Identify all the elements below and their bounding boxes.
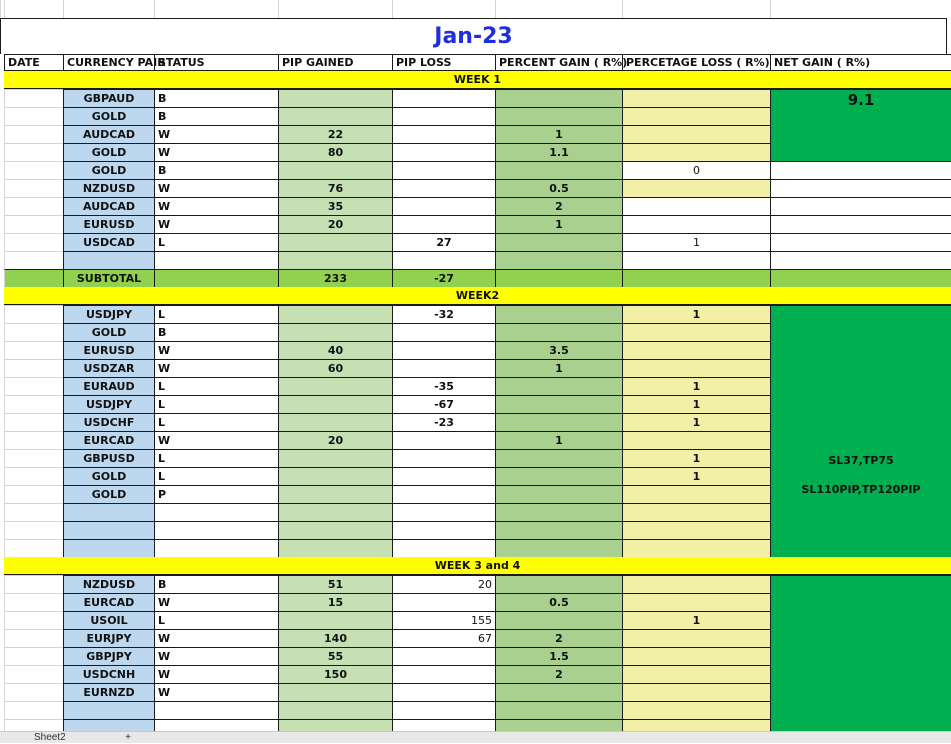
- currency-pair-cell[interactable]: EURCAD: [63, 593, 154, 611]
- column-header[interactable]: NET GAIN ( R%): [770, 54, 951, 71]
- date-cell[interactable]: [4, 611, 63, 629]
- status-cell[interactable]: L: [154, 305, 278, 323]
- pip-loss-cell[interactable]: [392, 503, 495, 521]
- date-cell[interactable]: [4, 431, 63, 449]
- pip-gained-cell[interactable]: [278, 323, 392, 341]
- status-cell[interactable]: W: [154, 215, 278, 233]
- date-cell[interactable]: [4, 485, 63, 503]
- date-cell[interactable]: [4, 359, 63, 377]
- status-cell[interactable]: W: [154, 431, 278, 449]
- pip-gained-cell[interactable]: [278, 539, 392, 557]
- currency-pair-cell[interactable]: GOLD: [63, 143, 154, 161]
- pip-loss-cell[interactable]: [392, 125, 495, 143]
- currency-pair-cell[interactable]: GOLD: [63, 107, 154, 125]
- percent-loss-cell[interactable]: [622, 107, 770, 125]
- empty-cell[interactable]: [392, 0, 495, 18]
- status-cell[interactable]: L: [154, 467, 278, 485]
- percent-gain-cell[interactable]: [495, 251, 622, 269]
- percent-gain-cell[interactable]: [495, 521, 622, 539]
- status-cell[interactable]: W: [154, 341, 278, 359]
- pip-gained-cell[interactable]: 60: [278, 359, 392, 377]
- currency-pair-cell[interactable]: USDJPY: [63, 395, 154, 413]
- currency-pair-cell[interactable]: GOLD: [63, 485, 154, 503]
- pip-gained-cell[interactable]: [278, 233, 392, 251]
- pip-loss-cell[interactable]: [392, 89, 495, 107]
- date-cell[interactable]: [4, 125, 63, 143]
- percent-loss-cell[interactable]: [622, 575, 770, 593]
- empty-cell[interactable]: [154, 0, 278, 18]
- percent-gain-cell[interactable]: 2: [495, 197, 622, 215]
- pip-loss-cell[interactable]: 20: [392, 575, 495, 593]
- percent-loss-cell[interactable]: [622, 647, 770, 665]
- percent-loss-cell[interactable]: 1: [622, 377, 770, 395]
- status-cell[interactable]: W: [154, 683, 278, 701]
- pip-loss-cell[interactable]: [392, 197, 495, 215]
- date-cell[interactable]: [4, 521, 63, 539]
- pip-gained-cell[interactable]: 15: [278, 593, 392, 611]
- percent-loss-cell[interactable]: 1: [622, 395, 770, 413]
- pip-loss-cell[interactable]: [392, 359, 495, 377]
- currency-pair-cell[interactable]: USDCHF: [63, 413, 154, 431]
- net-gain-week1[interactable]: 9.1: [770, 89, 951, 161]
- pip-loss-cell[interactable]: [392, 251, 495, 269]
- percent-gain-cell[interactable]: [495, 161, 622, 179]
- status-cell[interactable]: B: [154, 89, 278, 107]
- status-cell[interactable]: W: [154, 143, 278, 161]
- date-cell[interactable]: [4, 647, 63, 665]
- percent-gain-cell[interactable]: 0.5: [495, 593, 622, 611]
- empty-cell[interactable]: [770, 0, 951, 18]
- net-gain-week34[interactable]: [770, 575, 951, 737]
- date-cell[interactable]: [4, 107, 63, 125]
- currency-pair-cell[interactable]: NZDUSD: [63, 575, 154, 593]
- status-cell[interactable]: [154, 521, 278, 539]
- date-cell[interactable]: [4, 701, 63, 719]
- subtotal-pip-gained[interactable]: 233: [278, 269, 392, 287]
- date-cell[interactable]: [4, 233, 63, 251]
- pip-gained-cell[interactable]: [278, 305, 392, 323]
- empty-cell[interactable]: [4, 0, 63, 18]
- add-sheet-button[interactable]: +: [125, 732, 131, 743]
- date-cell[interactable]: [4, 395, 63, 413]
- percent-gain-cell[interactable]: [495, 503, 622, 521]
- date-cell[interactable]: [4, 197, 63, 215]
- percent-loss-cell[interactable]: [622, 593, 770, 611]
- percent-loss-cell[interactable]: [622, 197, 770, 215]
- net-gain-cell[interactable]: [770, 161, 951, 179]
- pip-loss-cell[interactable]: 27: [392, 233, 495, 251]
- date-cell[interactable]: [4, 215, 63, 233]
- percent-gain-cell[interactable]: [495, 377, 622, 395]
- currency-pair-cell[interactable]: GBPUSD: [63, 449, 154, 467]
- pip-gained-cell[interactable]: 22: [278, 125, 392, 143]
- status-cell[interactable]: P: [154, 485, 278, 503]
- subtotal-status[interactable]: [154, 269, 278, 287]
- percent-loss-cell[interactable]: [622, 665, 770, 683]
- percent-loss-cell[interactable]: [622, 251, 770, 269]
- pip-gained-cell[interactable]: 40: [278, 341, 392, 359]
- pip-gained-cell[interactable]: [278, 107, 392, 125]
- percent-gain-cell[interactable]: [495, 683, 622, 701]
- percent-gain-cell[interactable]: [495, 323, 622, 341]
- percent-loss-cell[interactable]: [622, 143, 770, 161]
- percent-loss-cell[interactable]: 1: [622, 413, 770, 431]
- status-cell[interactable]: W: [154, 593, 278, 611]
- net-gain-cell[interactable]: [770, 215, 951, 233]
- status-cell[interactable]: W: [154, 629, 278, 647]
- date-cell[interactable]: [4, 665, 63, 683]
- status-cell[interactable]: W: [154, 197, 278, 215]
- subtotal-percent-loss[interactable]: [622, 269, 770, 287]
- pip-loss-cell[interactable]: [392, 467, 495, 485]
- pip-gained-cell[interactable]: 55: [278, 647, 392, 665]
- percent-loss-cell[interactable]: [622, 503, 770, 521]
- status-cell[interactable]: [154, 701, 278, 719]
- status-cell[interactable]: W: [154, 179, 278, 197]
- status-cell[interactable]: W: [154, 359, 278, 377]
- percent-gain-cell[interactable]: 1: [495, 215, 622, 233]
- net-gain-week2[interactable]: [770, 305, 951, 561]
- empty-cell[interactable]: [495, 0, 622, 18]
- net-gain-cell[interactable]: [770, 197, 951, 215]
- percent-loss-cell[interactable]: 1: [622, 233, 770, 251]
- pip-gained-cell[interactable]: 20: [278, 215, 392, 233]
- percent-loss-cell[interactable]: [622, 89, 770, 107]
- percent-loss-cell[interactable]: [622, 629, 770, 647]
- pip-gained-cell[interactable]: [278, 503, 392, 521]
- sheet-title[interactable]: Jan-23: [0, 18, 947, 54]
- currency-pair-cell[interactable]: EURNZD: [63, 683, 154, 701]
- percent-gain-cell[interactable]: 1.1: [495, 143, 622, 161]
- tab-sheet2[interactable]: Sheet2: [34, 732, 66, 743]
- percent-loss-cell[interactable]: 1: [622, 467, 770, 485]
- pip-gained-cell[interactable]: 80: [278, 143, 392, 161]
- pip-loss-cell[interactable]: [392, 215, 495, 233]
- percent-gain-cell[interactable]: [495, 575, 622, 593]
- pip-gained-cell[interactable]: [278, 485, 392, 503]
- pip-gained-cell[interactable]: 76: [278, 179, 392, 197]
- column-header[interactable]: PIP LOSS: [392, 54, 495, 71]
- status-cell[interactable]: W: [154, 125, 278, 143]
- pip-loss-cell[interactable]: [392, 647, 495, 665]
- pip-gained-cell[interactable]: [278, 89, 392, 107]
- percent-gain-cell[interactable]: [495, 485, 622, 503]
- date-cell[interactable]: [4, 593, 63, 611]
- currency-pair-cell[interactable]: EURUSD: [63, 341, 154, 359]
- pip-loss-cell[interactable]: [392, 521, 495, 539]
- percent-loss-cell[interactable]: [622, 323, 770, 341]
- date-cell[interactable]: [4, 323, 63, 341]
- net-gain-cell[interactable]: [770, 179, 951, 197]
- date-cell[interactable]: [4, 89, 63, 107]
- week2-note: SL37,TP75: [828, 454, 894, 467]
- date-cell[interactable]: [4, 341, 63, 359]
- currency-pair-cell[interactable]: GOLD: [63, 161, 154, 179]
- currency-pair-cell[interactable]: AUDCAD: [63, 125, 154, 143]
- pip-loss-cell[interactable]: 67: [392, 629, 495, 647]
- status-cell[interactable]: L: [154, 377, 278, 395]
- currency-pair-cell[interactable]: USDJPY: [63, 305, 154, 323]
- status-cell[interactable]: L: [154, 449, 278, 467]
- date-cell[interactable]: [4, 539, 63, 557]
- pip-gained-cell[interactable]: [278, 377, 392, 395]
- percent-loss-cell[interactable]: 1: [622, 449, 770, 467]
- percent-gain-cell[interactable]: [495, 413, 622, 431]
- percent-gain-cell[interactable]: [495, 539, 622, 557]
- pip-loss-cell[interactable]: [392, 107, 495, 125]
- currency-pair-cell[interactable]: [63, 503, 154, 521]
- percent-loss-cell[interactable]: [622, 359, 770, 377]
- status-cell[interactable]: L: [154, 233, 278, 251]
- status-cell[interactable]: L: [154, 413, 278, 431]
- percent-gain-cell[interactable]: [495, 467, 622, 485]
- empty-cell[interactable]: [278, 0, 392, 18]
- pip-loss-cell[interactable]: [392, 449, 495, 467]
- currency-pair-cell[interactable]: EURAUD: [63, 377, 154, 395]
- percent-loss-cell[interactable]: [622, 431, 770, 449]
- currency-pair-cell[interactable]: EURCAD: [63, 431, 154, 449]
- pip-loss-cell[interactable]: -67: [392, 395, 495, 413]
- pip-loss-cell[interactable]: -35: [392, 377, 495, 395]
- percent-gain-cell[interactable]: 1: [495, 125, 622, 143]
- percent-gain-cell[interactable]: 2: [495, 629, 622, 647]
- currency-pair-cell[interactable]: [63, 701, 154, 719]
- net-gain-cell[interactable]: [770, 251, 951, 269]
- status-cell[interactable]: B: [154, 575, 278, 593]
- percent-loss-cell[interactable]: [622, 341, 770, 359]
- percent-gain-cell[interactable]: [495, 449, 622, 467]
- pip-loss-cell[interactable]: [392, 431, 495, 449]
- pip-gained-cell[interactable]: 140: [278, 629, 392, 647]
- currency-pair-cell[interactable]: USOIL: [63, 611, 154, 629]
- pip-gained-cell[interactable]: 51: [278, 575, 392, 593]
- percent-loss-cell[interactable]: 1: [622, 611, 770, 629]
- percent-gain-cell[interactable]: 3.5: [495, 341, 622, 359]
- currency-pair-cell[interactable]: [63, 521, 154, 539]
- pip-gained-cell[interactable]: [278, 449, 392, 467]
- currency-pair-cell[interactable]: USDCNH: [63, 665, 154, 683]
- percent-loss-cell[interactable]: [622, 179, 770, 197]
- currency-pair-cell[interactable]: USDCAD: [63, 233, 154, 251]
- currency-pair-cell[interactable]: GBPJPY: [63, 647, 154, 665]
- column-header[interactable]: PERCENT GAIN ( R%): [495, 54, 622, 71]
- subtotal-label[interactable]: SUBTOTAL: [63, 269, 154, 287]
- sheet-tab-bar: [0, 731, 951, 743]
- pip-loss-cell[interactable]: -32: [392, 305, 495, 323]
- status-cell[interactable]: B: [154, 161, 278, 179]
- percent-loss-cell[interactable]: [622, 521, 770, 539]
- pip-loss-cell[interactable]: [392, 161, 495, 179]
- status-cell[interactable]: L: [154, 395, 278, 413]
- currency-pair-cell[interactable]: EURUSD: [63, 215, 154, 233]
- pip-loss-cell[interactable]: [392, 143, 495, 161]
- pip-gained-cell[interactable]: [278, 701, 392, 719]
- percent-loss-cell[interactable]: [622, 539, 770, 557]
- net-gain-cell[interactable]: [770, 233, 951, 251]
- pip-gained-cell[interactable]: [278, 413, 392, 431]
- week34-band[interactable]: WEEK 3 and 4: [4, 557, 951, 575]
- date-cell[interactable]: [4, 629, 63, 647]
- pip-loss-cell[interactable]: [392, 323, 495, 341]
- status-cell[interactable]: L: [154, 611, 278, 629]
- date-cell[interactable]: [4, 305, 63, 323]
- pip-loss-cell[interactable]: [392, 485, 495, 503]
- currency-pair-cell[interactable]: GBPAUD: [63, 89, 154, 107]
- subtotal-pip-loss[interactable]: -27: [392, 269, 495, 287]
- percent-loss-cell[interactable]: [622, 125, 770, 143]
- percent-gain-cell[interactable]: 1: [495, 359, 622, 377]
- date-cell[interactable]: [4, 467, 63, 485]
- percent-gain-cell[interactable]: [495, 89, 622, 107]
- percent-loss-cell[interactable]: [622, 683, 770, 701]
- pip-loss-cell[interactable]: 155: [392, 611, 495, 629]
- percent-gain-cell[interactable]: [495, 395, 622, 413]
- currency-pair-cell[interactable]: USDZAR: [63, 359, 154, 377]
- currency-pair-cell[interactable]: EURJPY: [63, 629, 154, 647]
- date-cell[interactable]: [4, 503, 63, 521]
- pip-gained-cell[interactable]: 35: [278, 197, 392, 215]
- currency-pair-cell[interactable]: [63, 539, 154, 557]
- empty-cell[interactable]: [622, 0, 770, 18]
- status-cell[interactable]: [154, 251, 278, 269]
- week1-band[interactable]: WEEK 1: [4, 71, 951, 89]
- status-cell[interactable]: [154, 503, 278, 521]
- pip-loss-cell[interactable]: -23: [392, 413, 495, 431]
- status-cell[interactable]: B: [154, 107, 278, 125]
- date-cell[interactable]: [4, 251, 63, 269]
- date-cell[interactable]: [4, 161, 63, 179]
- percent-gain-cell[interactable]: 1: [495, 431, 622, 449]
- percent-loss-cell[interactable]: [622, 701, 770, 719]
- percent-loss-cell[interactable]: 1: [622, 305, 770, 323]
- date-cell[interactable]: [4, 683, 63, 701]
- week2-note: SL110PIP,TP120PIP: [801, 483, 921, 496]
- percent-gain-cell[interactable]: 2: [495, 665, 622, 683]
- column-header[interactable]: PIP GAINED: [278, 54, 392, 71]
- pip-gained-cell[interactable]: [278, 161, 392, 179]
- percent-gain-cell[interactable]: 0.5: [495, 179, 622, 197]
- pip-gained-cell[interactable]: [278, 395, 392, 413]
- percent-gain-cell[interactable]: [495, 701, 622, 719]
- pip-gained-cell[interactable]: 150: [278, 665, 392, 683]
- status-cell[interactable]: [154, 539, 278, 557]
- percent-gain-cell[interactable]: 1.5: [495, 647, 622, 665]
- currency-pair-cell[interactable]: AUDCAD: [63, 197, 154, 215]
- pip-loss-cell[interactable]: [392, 179, 495, 197]
- column-header[interactable]: DATE: [4, 54, 63, 71]
- status-cell[interactable]: W: [154, 647, 278, 665]
- status-cell[interactable]: W: [154, 665, 278, 683]
- date-cell[interactable]: [4, 449, 63, 467]
- pip-gained-cell[interactable]: [278, 521, 392, 539]
- week2-band[interactable]: WEEK2: [4, 287, 951, 305]
- pip-loss-cell[interactable]: [392, 665, 495, 683]
- percent-gain-cell[interactable]: [495, 107, 622, 125]
- subtotal-net[interactable]: [770, 269, 951, 287]
- column-header[interactable]: STATUS: [154, 54, 278, 71]
- percent-loss-cell[interactable]: 0: [622, 161, 770, 179]
- subtotal-percent-gain[interactable]: [495, 269, 622, 287]
- empty-cell[interactable]: [63, 0, 154, 18]
- percent-gain-cell[interactable]: [495, 233, 622, 251]
- pip-loss-cell[interactable]: [392, 683, 495, 701]
- date-cell[interactable]: [4, 143, 63, 161]
- pip-gained-cell[interactable]: [278, 251, 392, 269]
- pip-gained-cell[interactable]: 20: [278, 431, 392, 449]
- pip-loss-cell[interactable]: [392, 701, 495, 719]
- date-cell[interactable]: [4, 377, 63, 395]
- pip-loss-cell[interactable]: [392, 593, 495, 611]
- column-header[interactable]: CURRENCY PAIR: [63, 54, 154, 71]
- pip-loss-cell[interactable]: [392, 539, 495, 557]
- percent-gain-cell[interactable]: [495, 305, 622, 323]
- column-header[interactable]: PERCETAGE LOSS ( R%): [622, 54, 770, 71]
- date-cell[interactable]: [4, 413, 63, 431]
- currency-pair-cell[interactable]: [63, 251, 154, 269]
- pip-gained-cell[interactable]: [278, 467, 392, 485]
- currency-pair-cell[interactable]: NZDUSD: [63, 179, 154, 197]
- date-cell[interactable]: [4, 575, 63, 593]
- currency-pair-cell[interactable]: GOLD: [63, 467, 154, 485]
- percent-gain-cell[interactable]: [495, 611, 622, 629]
- percent-loss-cell[interactable]: [622, 215, 770, 233]
- pip-gained-cell[interactable]: [278, 683, 392, 701]
- date-cell[interactable]: [4, 269, 63, 287]
- date-cell[interactable]: [4, 179, 63, 197]
- pip-gained-cell[interactable]: [278, 611, 392, 629]
- pip-loss-cell[interactable]: [392, 341, 495, 359]
- status-cell[interactable]: B: [154, 323, 278, 341]
- percent-loss-cell[interactable]: [622, 485, 770, 503]
- currency-pair-cell[interactable]: GOLD: [63, 323, 154, 341]
